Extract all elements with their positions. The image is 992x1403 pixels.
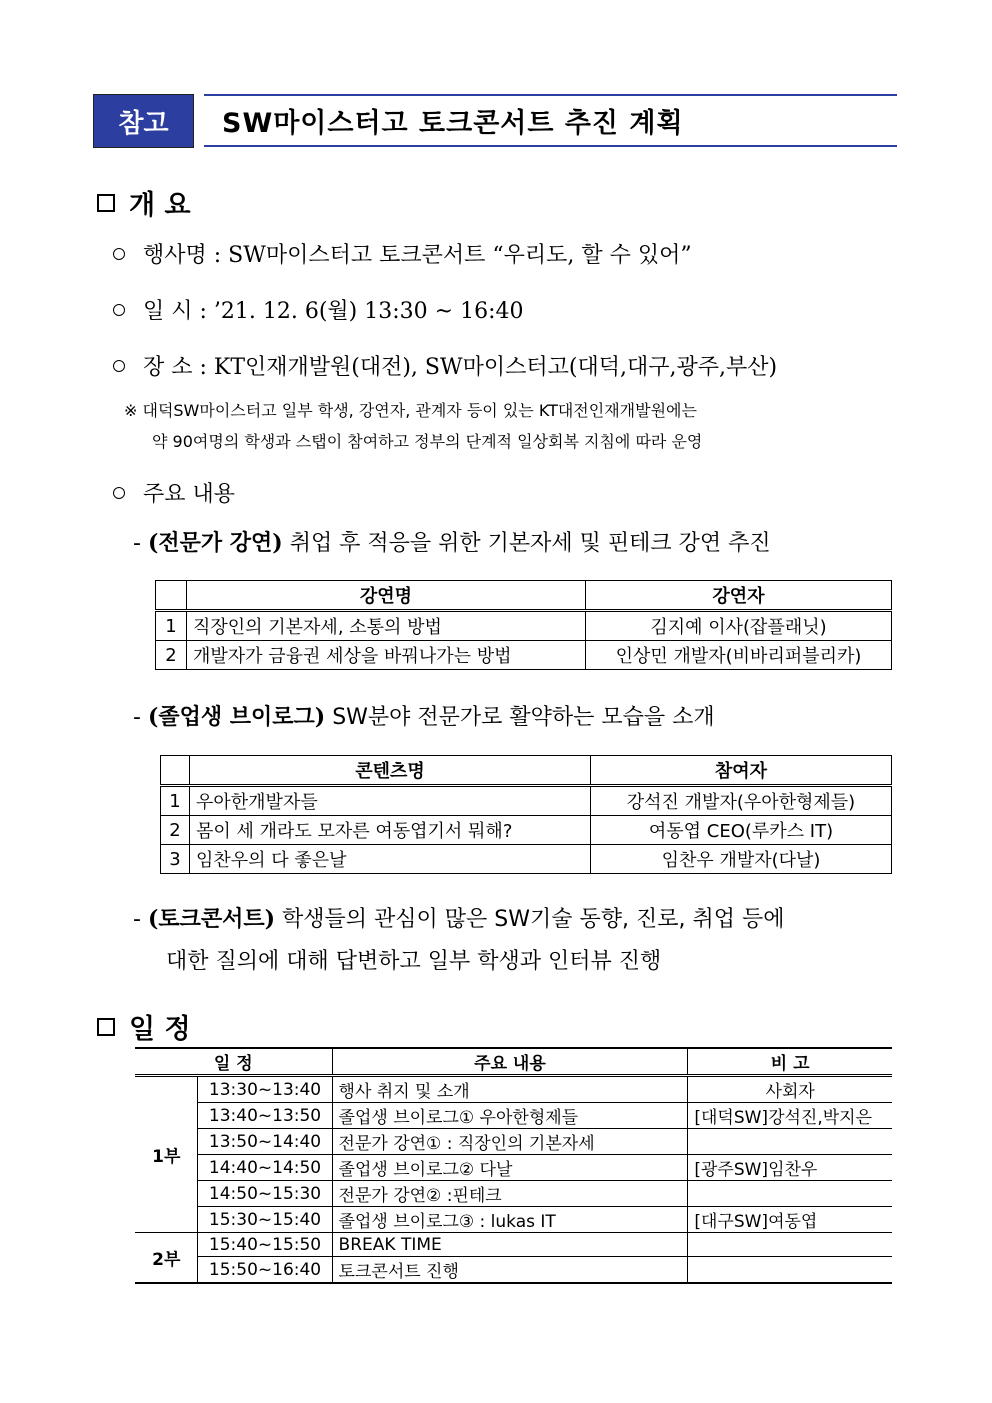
place-line: 장 소 : KT인재개발원(대전), SW마이스터고(대덕,대구,광주,부산) — [113, 350, 777, 381]
talk-line-1: - (토크콘서트) 학생들의 관심이 많은 SW기술 동향, 진로, 취업 등에 — [133, 906, 785, 932]
table-row: 13:50~14:40 전문가 강연① : 직장인의 기본자세 — [135, 1129, 892, 1155]
table-row: 14:40~14:50 졸업생 브이로그② 다날 [광주SW]임찬우 — [135, 1155, 892, 1181]
table-row: 15:50~16:40 토크콘서트 진행 — [135, 1257, 892, 1284]
header-content-name: 콘텐츠명 — [190, 756, 591, 786]
table-row: 3 임찬우의 다 좋은날 임찬우 개발자(다날) — [161, 845, 892, 874]
checkbox-square-icon — [97, 1018, 115, 1036]
table-row: 13:40~13:50 졸업생 브이로그① 우아한형제들 [대덕SW]강석진,박지은 — [135, 1103, 892, 1129]
header-lecturer: 강연자 — [586, 581, 892, 611]
header-main-content: 주요 내용 — [332, 1048, 688, 1076]
header-schedule: 일 정 — [135, 1048, 332, 1076]
schedule-table — [135, 1047, 892, 1284]
reference-badge: 참고 — [93, 94, 194, 148]
datetime-line: 일 시 : ’21. 12. 6(월) 13:30 ~ 16:40 — [113, 294, 523, 325]
table-row: 1 우아한개발자들 강석진 개발자(우아한형제들) — [161, 786, 892, 816]
part-2-cell: 2부 — [135, 1233, 198, 1284]
talk-line-2: 대한 질의에 대해 답변하고 일부 학생과 인터뷰 진행 — [166, 949, 662, 974]
table-row: 2 개발자가 금융권 세상을 바꿔나가는 방법 인상민 개발자(비바리퍼블리카) — [156, 641, 892, 670]
section-overview-heading: 개 요 — [97, 183, 191, 222]
vlog-table — [160, 755, 892, 874]
header-lecture-name: 강연명 — [187, 581, 586, 611]
note-line-1: ※ 대덕SW마이스터고 일부 학생, 강연자, 관계자 등이 있는 KT대전인재개발원에는 — [124, 401, 697, 420]
table-row: 2 몸이 세 개라도 모자른 여동엽기서 뭐해? 여동엽 CEO(루카스 IT) — [161, 816, 892, 845]
header-remarks: 비 고 — [688, 1048, 892, 1076]
main-content-line: 주요 내용 — [113, 477, 235, 508]
lecture-table — [155, 580, 892, 670]
circle-bullet-icon — [113, 304, 125, 316]
event-name-line: 행사명 : SW마이스터고 토크콘서트 “우리도, 할 수 있어” — [113, 238, 692, 269]
table-row: 1부 13:30~13:40 행사 취지 및 소개 사회자 — [135, 1076, 892, 1103]
header-participant: 참여자 — [591, 756, 892, 786]
table-row: 2부 15:40~15:50 BREAK TIME — [135, 1233, 892, 1257]
part-1-cell: 1부 — [135, 1076, 198, 1233]
circle-bullet-icon — [113, 360, 125, 372]
lecture-line: - (전문가 강연) 취업 후 적응을 위한 기본자세 및 핀테크 강연 추진 — [133, 530, 771, 556]
table-row: 15:30~15:40 졸업생 브이로그③ : lukas IT [대구SW]여동엽 — [135, 1207, 892, 1233]
vlog-line: - (졸업생 브이로그) SW분야 전문가로 활약하는 모습을 소개 — [133, 704, 715, 730]
checkbox-square-icon — [97, 194, 115, 212]
document-title: SW마이스터고 토크콘서트 추진 계획 — [204, 94, 897, 147]
table-row: 14:50~15:30 전문가 강연② :핀테크 — [135, 1181, 892, 1207]
note-line-2: 약 90여명의 학생과 스탭이 참여하고 정부의 단계적 일상회복 지침에 따라 운영 — [152, 432, 703, 451]
circle-bullet-icon — [113, 248, 125, 260]
section-schedule-heading: 일 정 — [97, 1007, 191, 1046]
table-row: 1 직장인의 기본자세, 소통의 방법 김지예 이사(잡플래닛) — [156, 611, 892, 641]
circle-bullet-icon — [113, 487, 125, 499]
